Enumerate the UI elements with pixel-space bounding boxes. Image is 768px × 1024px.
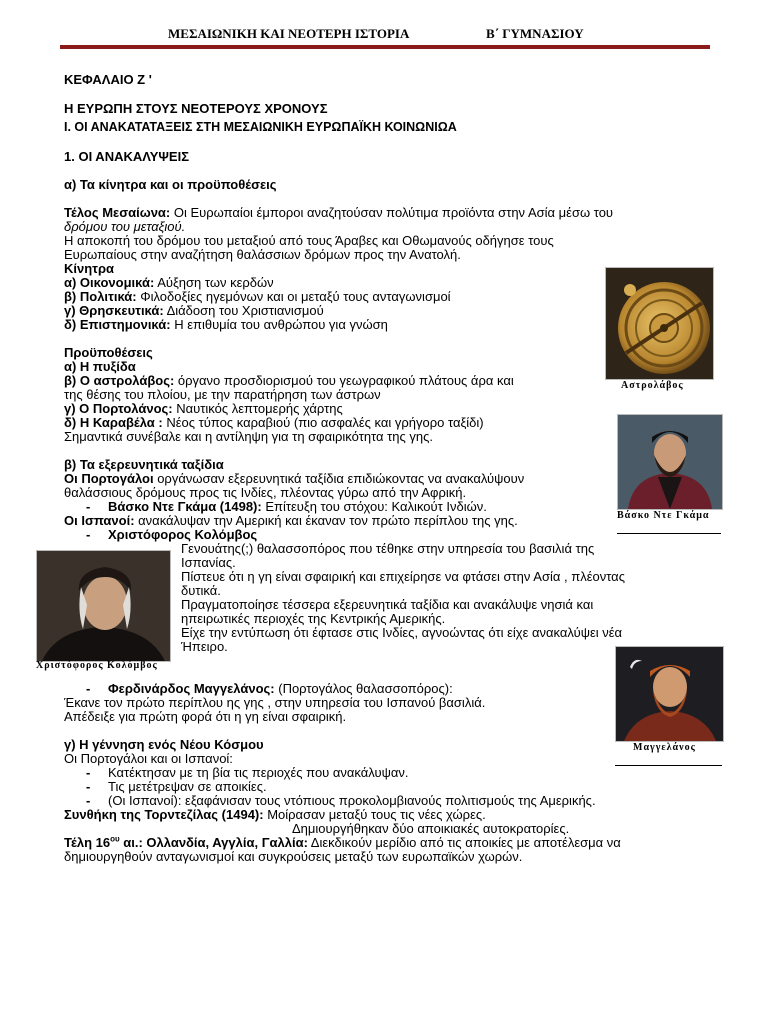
magellan-caption-rule xyxy=(615,765,722,766)
intro-line-4: Ευρωπαίους στην αναζήτηση θαλάσσιων δρόμων προς την Ανατολή. xyxy=(64,247,461,262)
prereq-item-cont: της θέσης του πλοίου, με την παρατήρηση των άστρων xyxy=(64,387,381,402)
intro-line-1: Τέλος Μεσαίωνα: Οι Ευρωπαίοι έμποροι αναζητούσαν πολύτιμα προϊόντα στην Ασία μέσω του xyxy=(64,205,614,220)
prereq-item: β) Ο αστρολάβος: όργανο προσδιορισμού του γεωγραφικού πλάτους άρα και xyxy=(64,373,514,388)
subsection-a-heading: α) Τα κίνητρα και οι προϋποθέσεις xyxy=(64,177,277,192)
astrolabe-caption: Αστρολάβος xyxy=(621,380,684,391)
prereq-note: Σημαντικά συνέβαλε και η αντίληψη για τη σφαιρικότητα της γης. xyxy=(64,429,433,444)
columbus-line: Γενουάτης(;) θαλασσοπόρος που τέθηκε στην υπηρεσία του βασιλιά της xyxy=(181,541,595,556)
voyages-line: Οι Πορτογάλοι οργάνωσαν εξερευνητικά ταξίδια επιδιώκοντας να ανακαλύψουν xyxy=(64,471,525,486)
magellan-line: Έκανε τον πρώτο περίπλου ης γης , στην υπηρεσία του Ισπανού βασιλιά. xyxy=(64,695,486,710)
end-line: Τέλη $16^{o\upsilon}$ αι.: Ολλανδία, Αγγλία, Γαλλία: Διεκδικούν μερίδιο από τις αποικίες με αποτέλεσμα να xyxy=(64,834,621,850)
columbus-line: Πίστευε ότι η γη είναι σφαιρική και επιχείρησε να φτάσει στην Ασία , πλέοντας xyxy=(181,569,625,584)
subsection-b-heading: β) Τα εξερευνητικά ταξίδια xyxy=(64,457,224,472)
treaty-line: Συνθήκη της Τορντεζίλας (1494): Μοίρασαν μεταξύ τους τις νέες χώρες. xyxy=(64,807,486,822)
treaty-line-2: Δημιουργήθηκαν δύο αποικιακές αυτοκρατορίες. xyxy=(292,821,570,836)
gama-line: - Βάσκο Ντε Γκάμα (1498): Επίτευξη του στόχου: Καλικούτ Ινδιών. xyxy=(86,499,487,514)
end-line-2: δημιουργηθούν ανταγωνισμοί και συγκρούσεις μεταξύ των ευρωπαϊκών χωρών. xyxy=(64,849,523,864)
prereq-item: δ) Η Καραβέλα : Νέος τύπος καραβιού (πιο ασφαλές και γρήγορο ταξίδι) xyxy=(64,415,484,430)
section-heading: 1. ΟΙ ΑΝΑΚΑΛΥΨΕΙΣ xyxy=(64,149,190,164)
columbus-heading: - Χριστόφορος Κολόμβος xyxy=(86,527,258,542)
newworld-item: - Κατέκτησαν με τη βία τις περιοχές που ανακάλυψαν. xyxy=(86,765,409,780)
gama-portrait xyxy=(617,414,723,510)
doc-subtitle: Ι. ΟΙ ΑΝΑΚΑΤΑΤΑΞΕΙΣ ΣΤΗ ΜΕΣΑΙΩΝΙΚΗ ΕΥΡΩΠΑΪΚΗ ΚΟΙΝΩΝΙΩΑ xyxy=(64,120,457,134)
spain-line: Οι Ισπανοί: ανακάλυψαν την Αμερική και έκαναν τον πρώτο περίπλου της γης. xyxy=(64,513,518,528)
columbus-caption: Χριστόφορος Κολόμβος xyxy=(36,660,158,671)
doc-title: Η ΕΥΡΩΠΗ ΣΤΟΥΣ ΝΕΟΤΕΡΟΥΣ ΧΡΟΝΟΥΣ xyxy=(64,101,328,116)
newworld-intro: Οι Πορτογάλοι και οι Ισπανοί: xyxy=(64,751,233,766)
columbus-line: δυτικά. xyxy=(181,583,221,598)
astrolabe-image xyxy=(605,267,714,380)
newworld-item: - Τις μετέτρεψαν σε αποικίες. xyxy=(86,779,267,794)
gama-caption-rule xyxy=(617,533,721,534)
prereq-item: γ) Ο Πορτολάνος: Ναυτικός λεπτομερής χάρτης xyxy=(64,401,343,416)
motive-item: γ) Θρησκευτικά: Διάδοση του Χριστιανισμού xyxy=(64,303,324,318)
magellan-caption: Μαγγελάνος xyxy=(633,742,696,753)
columbus-line: Είχε την εντύπωση ότι έφτασε στις Ινδίες, αγνοώντας ότι είχε ανακαλύψει νέα xyxy=(181,625,623,640)
intro-line-2: δρόμου του μεταξιού. xyxy=(64,219,186,234)
magellan-heading: - Φερδινάρδος Μαγγελάνος: (Πορτογάλος θαλασσοπόρος): xyxy=(86,681,453,696)
columbus-line: ηπειρωτικές περιοχές της Κεντρικής Αμερικής. xyxy=(181,611,446,626)
motives-heading: Κίνητρα xyxy=(64,261,115,276)
voyages-line: θαλάσσιους δρόμους προς τις Ινδίες, πλέοντας γύρω από την Αφρική. xyxy=(64,485,467,500)
chapter-heading: ΚΕΦΑΛΑΙΟ Ζ ' xyxy=(64,72,152,87)
columbus-line: Ισπανίας. xyxy=(181,555,236,570)
motive-item: β) Πολιτικά: Φιλοδοξίες ηγεμόνων και οι μεταξύ τους ανταγωνισμοί xyxy=(64,289,451,304)
page-header xyxy=(0,26,768,44)
prereq-item: α) Η πυξίδα xyxy=(64,359,136,374)
motive-item: α) Οικονομικά: Αύξηση των κερδών xyxy=(64,275,274,290)
columbus-line: Ήπειρο. xyxy=(181,639,228,654)
header-rule xyxy=(60,45,710,49)
columbus-portrait xyxy=(36,550,171,662)
prereq-heading: Προϋποθέσεις xyxy=(64,345,153,360)
intro-line-3: Η αποκοπή του δρόμου του μεταξιού από τους Άραβες και Οθωμανούς οδήγησε τους xyxy=(64,233,554,248)
magellan-portrait xyxy=(615,646,724,742)
newworld-item: - (Οι Ισπανοί): εξαφάνισαν τους ντόπιους προκολομβιανούς πολιτισμούς της Αμερικής. xyxy=(86,793,596,808)
subject-title: ΜΕΣΑΙΩΝΙΚΗ ΚΑΙ ΝΕΟΤΕΡΗ ΙΣΤΟΡΙΑ xyxy=(168,26,410,41)
subsection-c-heading: γ) Η γέννηση ενός Νέου Κόσμου xyxy=(64,737,264,752)
gama-caption: Βάσκο Ντε Γκάμα xyxy=(617,510,710,521)
magellan-line: Απέδειξε για πρώτη φορά ότι η γη είναι σφαιρική. xyxy=(64,709,347,724)
grade-label: Β΄ ΓΥΜΝΑΣΙΟΥ xyxy=(486,26,584,41)
columbus-line: Πραγματοποίησε τέσσερα εξερευνητικά ταξίδια και ανακάλυψε νησιά και xyxy=(181,597,594,612)
motive-item: δ) Επιστημονικά: Η επιθυμία του ανθρώπου για γνώση xyxy=(64,317,388,332)
